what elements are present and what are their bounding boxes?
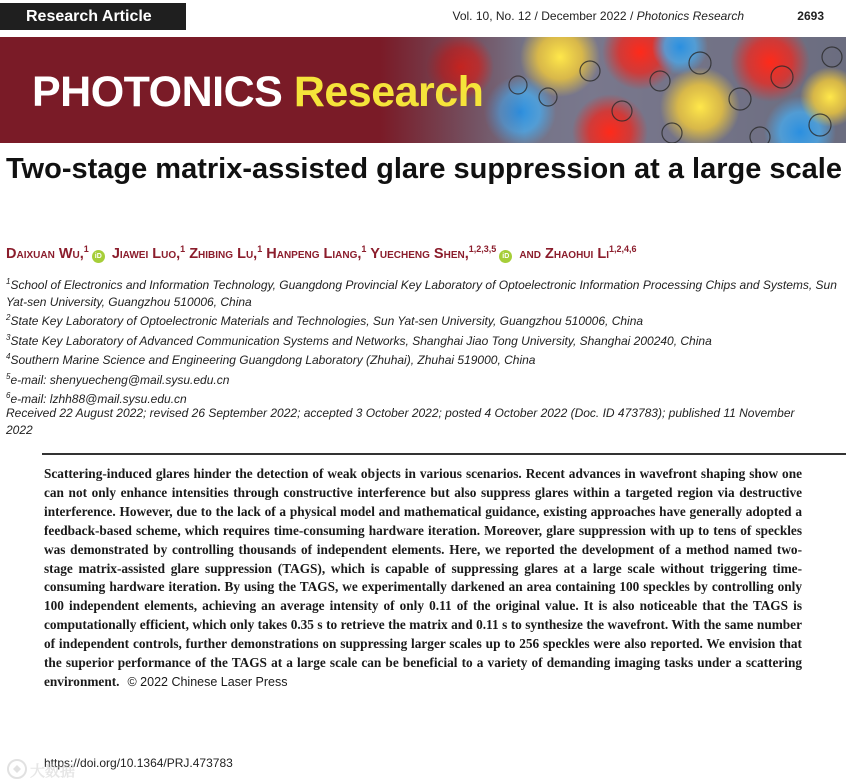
author-name[interactable]: Daixuan Wu, [6, 245, 84, 262]
journal-name: Photonics Research [636, 9, 744, 23]
author-name[interactable]: Jiawei Luo, [111, 245, 181, 262]
author-name[interactable]: Hanpeng Liang, [266, 245, 362, 262]
orcid-icon[interactable]: iD [499, 250, 512, 263]
email-item[interactable]: $^5$e-mail: shenyuecheng@mail.sysu.edu.cn [6, 371, 230, 387]
doi-link[interactable]: https://doi.org/10.1364/PRJ.473783 [44, 756, 233, 770]
article-title: Two-stage matrix-assisted glare suppression at a large scale [6, 153, 842, 185]
watermark-icon [6, 758, 28, 780]
author-affil-sup: 1 [361, 244, 367, 254]
page-number: 2693 [797, 9, 824, 23]
journal-banner [0, 37, 846, 143]
logo-photonics: PHOTONICS [32, 68, 294, 116]
journal-logo-title [32, 67, 483, 117]
journal-header [0, 0, 846, 33]
author-affil-sup: 1 [180, 244, 186, 254]
affiliation-item: $^1$School of Electronics and Information Technology, Guangdong Provincial Key Laboratory of Optoelectronic Information Processing Chips and Systems, Sun Yat-sen University, Guangzhou 510006, China [6, 277, 837, 309]
logo-research: Research [293, 68, 484, 116]
publication-dates: Received 22 August 2022; revised 26 September 2022; accepted 3 October 2022; posted 4 October 2022 (Doc. ID 473783); published 11 November 2022 [6, 406, 795, 437]
watermark-text: 大数据 [30, 763, 76, 780]
author-affil-sup: 1,2,4,6 [608, 244, 637, 254]
journal-citation [453, 9, 745, 23]
author-name[interactable]: Yuecheng Shen, [370, 245, 469, 262]
author-name[interactable]: Zhibing Lu, [189, 245, 258, 262]
copyright-notice: © 2022 Chinese Laser Press [127, 674, 288, 689]
affiliation-item: $^2$State Key Laboratory of Optoelectronic Materials and Technologies, Sun Yat-sen University, Guangzhou 510006, China [6, 313, 644, 328]
article-type-tag: Research Article [0, 3, 186, 30]
abstract-section [0, 453, 846, 751]
affiliation-item: $^3$State Key Laboratory of Advanced Communication Systems and Networks, Shanghai Jiao Tong University, Shanghai 200240, China [6, 332, 712, 348]
email-item[interactable]: $^6$e-mail: lzhh88@mail.sysu.edu.cn [6, 391, 187, 406]
author-list [6, 244, 842, 263]
affiliation-list [6, 274, 844, 408]
orcid-icon[interactable]: iD [92, 250, 105, 263]
affiliation-item: $^4$Southern Marine Science and Engineering Guangdong Laboratory (Zhuhai), Zhuhai 519000, China [6, 352, 536, 367]
volume-issue-date: Vol. 10, No. 12 / December 2022 / [452, 9, 637, 23]
watermark-logo [6, 758, 126, 780]
author-affil-sup: 1 [83, 244, 89, 254]
author-affil-sup: 1 [257, 244, 263, 254]
author-name[interactable]: and Zhaohui Li [519, 245, 609, 262]
author-affil-sup: 1,2,3,5 [468, 244, 497, 254]
abstract-top-rule [42, 453, 846, 455]
abstract-text: Scattering-induced glares hinder the detection of weak objects in various scenarios. Recent advances in wavefront shaping show one can not only enhance intensities through constructive interference but also suppress glares within a targeted region via destructive interference. However, due to the lack of a physical model and mathematical guidance, existing approaches have generally adopted a feedback-based scheme, which requires time-consuming hardware iteration. Moreover, glare suppression with up to tens of speckles was demonstrated by controlling thousands of independent elements. Here, we reported the development of a method named two-stage matrix-assisted glare suppression (TAGS), which is capable of suppressing glares at a large scale without triggering time-consuming hardware iteration. By using the TAGS, we experimentally darkened an area containing 100 speckles by controlling only 100 independent elements, achieving an average intensity of only 0.11 of the original value. It is also noticeable that the TAGS is computationally efficient, which only takes 0.35 s to retrieve the matrix and 0.11 s to synthesize the wavefront. With the same number of independent controls, further demonstrations on suppressing larger scales up to 256 speckles were also reported. We envision that the superior performance of the TAGS at a large scale can be beneficial to a variety of demanding imaging tasks under a scattering environment. © 2022 Chinese Laser Press [44, 466, 802, 689]
